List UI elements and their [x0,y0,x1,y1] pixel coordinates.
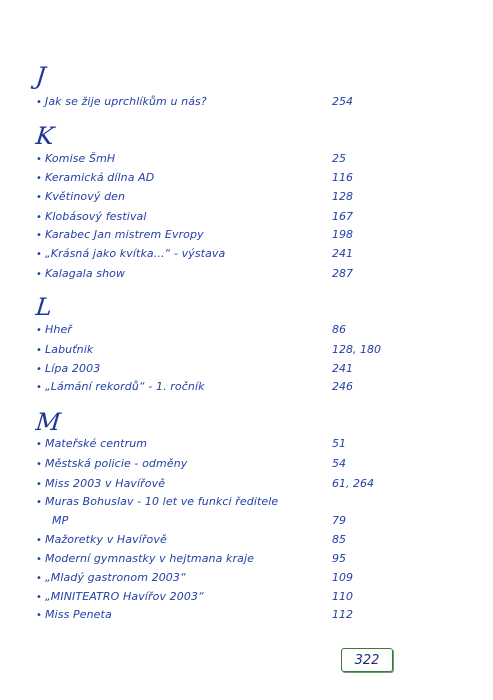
index-page-number: 86 [332,323,346,336]
section-letter-l: L [34,293,54,321]
index-page-number: 110 [332,590,353,603]
index-page-number: 61, 264 [332,477,374,490]
bullet-icon: • [36,535,42,546]
index-entry: • Jak se žije uprchlíkům u nás? [36,95,207,108]
index-entry: • Kalagala show [36,267,126,280]
index-page-number: 128, 180 [332,343,381,356]
index-entry: • Květinový den [36,190,126,203]
page-number-stamp [341,648,393,672]
page-number: 322 [354,652,380,668]
index-entry: • Komise ŠmH [36,152,116,165]
bullet-icon: • [36,439,42,450]
index-entry: • Mažoretky v Havířově [36,533,167,546]
section-letter-k: K [34,122,56,150]
bullet-icon: • [36,610,42,621]
index-entry: • Městská policie - odměny [36,457,188,470]
index-page-number: 112 [332,608,353,621]
index-entry: • Mateřské centrum [36,437,148,450]
index-page-number: 85 [332,533,346,546]
index-entry: • Klobásový festival [36,210,147,223]
bullet-icon: • [36,382,42,393]
bullet-icon: • [36,479,42,490]
index-entry: • Karabec Jan mistrem Evropy [36,228,204,241]
bullet-icon: • [36,269,42,280]
index-page-number: 109 [332,571,353,584]
index-entry: • Miss Peneta [36,608,112,621]
index-entry: • Muras Bohuslav - 10 let ve funkci ředitele [36,495,279,508]
bullet-icon: • [36,192,42,203]
index-entry: • Keramická dílna AD [36,171,155,184]
bullet-icon: • [36,573,42,584]
bullet-icon: • [36,364,42,375]
index-entry: • Moderní gymnastky v hejtmana kraje [36,552,254,565]
index-page-number: 116 [332,171,353,184]
bullet-icon: • [36,154,42,165]
index-entry: • Lípa 2003 [36,362,101,375]
index-page-number: 254 [332,95,353,108]
index-page-number: 198 [332,228,353,241]
index-page-number: 241 [332,247,353,260]
index-page-number: 287 [332,267,353,280]
bullet-icon: • [36,249,42,260]
index-page-number: 95 [332,552,346,565]
index-page-number: 54 [332,457,346,470]
index-entry: • Labuťnik [36,343,94,356]
index-entry: • „Krásná jako kvítka...“ - výstava [36,247,226,260]
index-page-number: 246 [332,380,353,393]
index-entry-continuation: MP [52,514,69,527]
index-page-number: 25 [332,152,346,165]
index-entry: • „Mladý gastronom 2003“ [36,571,186,584]
index-page-number: 51 [332,437,346,450]
bullet-icon: • [36,345,42,356]
bullet-icon: • [36,459,42,470]
index-entry: • „Lámání rekordů“ - 1. ročník [36,380,205,393]
index-entry: • Miss 2003 v Havířově [36,477,166,490]
bullet-icon: • [36,97,42,108]
index-entry: • „MINITEATRO Havířov 2003“ [36,590,204,603]
bullet-icon: • [36,554,42,565]
bullet-icon: • [36,230,42,241]
index-page-number: 79 [332,514,346,527]
index-page-number: 167 [332,210,353,223]
bullet-icon: • [36,212,42,223]
bullet-icon: • [36,173,42,184]
bullet-icon: • [36,325,42,336]
bullet-icon: • [36,497,42,508]
bullet-icon: • [36,592,42,603]
index-page-number: 128 [332,190,353,203]
index-page-number: 241 [332,362,353,375]
section-letter-m: M [34,408,63,436]
index-entry: • Hheř [36,323,72,336]
section-letter-j: J [34,62,48,90]
